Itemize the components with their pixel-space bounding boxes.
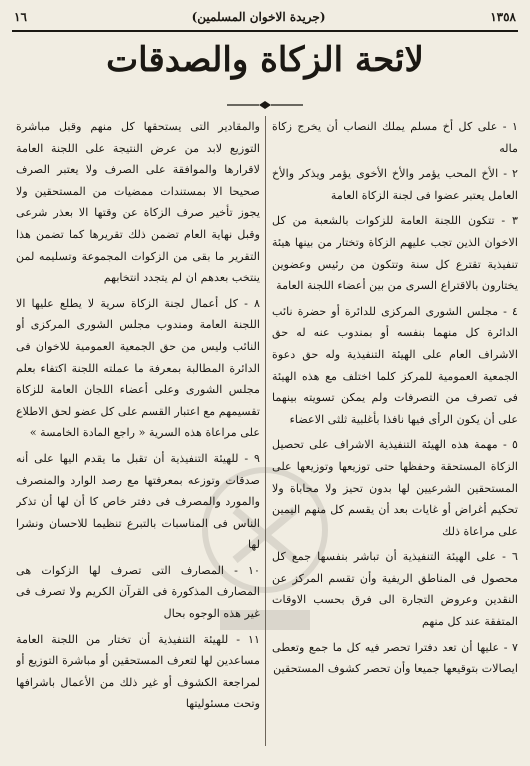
page-number: ١٦ [14, 10, 27, 24]
clause-2: ٢ - الأخ المحب يؤمر والأخ الأخوى يؤمر ويذكر والأخ العامل يعتبر عضوا فى لجنة الزكاة العامة [272, 167, 518, 202]
clause-4: ٤ - مجلس الشورى المركزى للدائرة أو حضرة نائب الدائرة كل منهما بنفسه أو بمندوب عنه له حق الاشراف العام على الهيئة التنفيذية وله حق دعوة الجمعية العمومية للمركز كلما اختلف مع هذه الهيئة فى تصرف من التصرفات ولم يمكن تسويته بينهما على أن يكون الرأى فيها نافذا بأغلبية ثلثى الاعضاء [272, 304, 518, 426]
page-header [14, 6, 516, 28]
clause-1: ١ - على كل أخ مسلم يملك النصاب أن يخرج زكاة ماله [272, 120, 518, 155]
clause-10: ١٠ - المصارف التى تصرف لها الزكوات هى المصارف المذكورة فى القرآن الكريم ولا تصرف فى غير هذه الوجوه بحال [16, 563, 260, 621]
title-ornament [225, 100, 305, 110]
clause-7: ٧ - عليها أن تعد دفترا تحصر فيه كل ما جمع وتعطى ايصالات بتوقيعها جميعا وأن تحصر كشوف المستحقين [272, 640, 518, 676]
clause-9: ٩ - للهيئة التنفيذية أن تقبل ما يقدم اليها على أنه صدقات وتوزعه بمعرفتها مع رصد الوارد والمنصرف والمورد والمصرف فى دفتر خاص كا أن لها أن تذكر الناس فى المناسبات بالتبرع تنظيما للاحسان ونشرا لها [16, 451, 260, 552]
clause-5: ٥ - مهمة هذه الهيئة التنفيذية الاشراف على تحصيل الزكاة المستحقة وحفظها حتى توزيعها وتوزيعها على المستحقين الشرعيين لها بدون تحيز ولا محاباة ولا تحكيم أغراض أو غايات بعد أن يقسم كل منهم اليمين على مراعاة ذلك [272, 438, 518, 538]
clause-6: ٦ - على الهيئة التنفيذية أن تباشر بنفسها جمع كل محصول فى المناطق الريفية وأن تقسم المركز عن النقدين وعروض التجارة الى فرق بحسب الاوقات المتفقة عند كل منهم [272, 550, 518, 629]
left-column [16, 116, 260, 756]
column-divider [265, 116, 266, 746]
clause-7-continued: والمقادير التى يستحقها كل منهم وقبل مباشرة التوزيع لابد من عرض النتيجة على اللجنة العامة لاقرارها والموافقة على الصرف ولا يعتبر الصرف صحيحا الا بمستندات ممضيات من المستحقين ولا يجوز تأخير صرف الزكاة عن وقتها الا بعذر شرعى وقبل نهاية العام تضمن ذلك تقريرها كما تضمن هذا التقرير ما بقى من الزكوات المجموعة وتسليمه لمن ينتخب بعدهم ان لم يتجدد انتخابهم [16, 120, 260, 285]
header-rule [12, 30, 518, 32]
clause-11: ١١ - للهيئة التنفيذية أن تختار من اللجنة العامة مساعدين لها لتعرف المستحقين أو مباشرة التوزيع أو لمراجعة الكشوف أو غير ذلك من الأعمال باشرافها وتحت مسئوليتها [16, 632, 260, 711]
article-title: لائحة الزكاة والصدقات [106, 40, 424, 80]
clause-3: ٣ - تتكون اللجنة العامة للزكوات بالشعبة من كل الاخوان الذين تجب عليهم الزكاة وتختار من بينها هيئة تنفيذية تقترع كل سنة وتتكون من رئيس وعضوين يختارون بالاقتراع السرى من بين أعضاء اللجنة العامة [272, 214, 518, 293]
issue-year: ١٣٥٨ [490, 10, 516, 24]
right-column [272, 116, 518, 756]
clause-8: ٨ - كل أعمال لجنة الزكاة سرية لا يطلع عليها الا اللجنة العامة ومندوب مجلس الشورى المركزى أو النائب وليس من حق الجمعية العمومية للاخوان فى الدائرة المطالبة بمعرفة ما عملته اللجنة اكتفاء بعلم مجلس الشورى وعلى أعضاء اللجان العامة للزكاة تقسيمهم مع اعتبار القسم على كل عضو لحق الاطلاع على مراعاة هذه السرية « راجع المادة الخامسة » [16, 296, 260, 440]
newspaper-name: (جريدة الاخوان المسلمين) [191, 10, 326, 24]
